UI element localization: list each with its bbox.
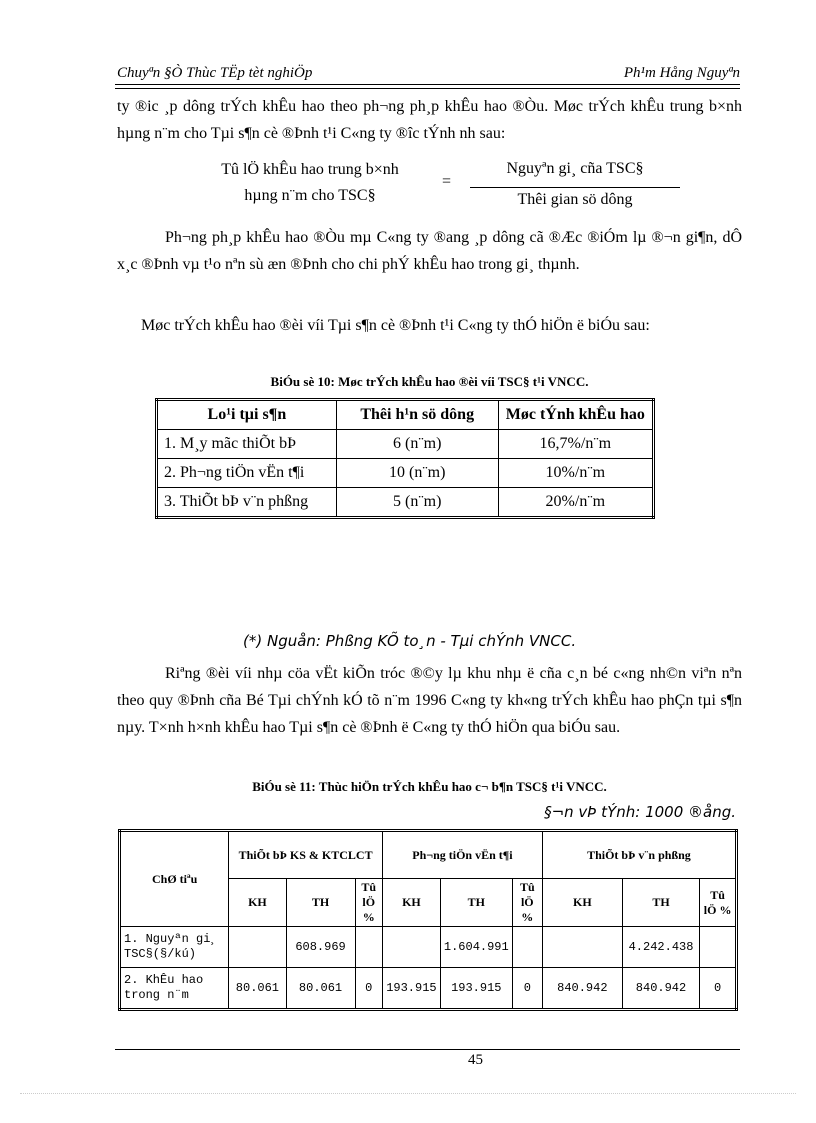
table2-header-chi-tieu: ChØ tiªu bbox=[120, 831, 229, 927]
table1-cell-asset: 1. M¸y mãc thiÕt bÞ bbox=[157, 430, 337, 459]
table2-cell: 840.942 bbox=[542, 968, 622, 1010]
paragraph-method-characteristics: Ph¬ng ph¸p khÊu hao ®Òu mµ C«ng ty ®ang ¸p dông cã ®Æc ®iÓm lµ ®¬n gi¶n, dÔ x¸c ®Þnh vµ t¹o nªn sù æn ®Þnh cho chi phÝ khÊu hao trong gi¸ thµnh. bbox=[117, 229, 742, 273]
table-row bbox=[157, 488, 654, 518]
table2-cell: 0 bbox=[512, 968, 542, 1010]
table2-group-office: ThiÕt bÞ v¨n phßng bbox=[542, 831, 736, 879]
table1-source-note: (*) Nguån: Phßng KÕ to¸n - Tµi chÝnh VNCC. bbox=[243, 632, 577, 650]
table2-group-vehicles: Ph¬ng tiÖn vËn t¶i bbox=[382, 831, 542, 879]
formula-equals: = bbox=[442, 173, 452, 190]
table2-row-label: 1. Nguyªn gi¸ TSC§(§/kú) bbox=[120, 927, 229, 968]
table2-subheader-th: TH bbox=[622, 879, 699, 927]
formula-numerator: Nguyªn gi¸ cña TSC§ bbox=[506, 160, 644, 177]
table2-cell bbox=[700, 927, 737, 968]
formula-denominator: Thêi gian sö dông bbox=[517, 191, 633, 208]
table-row bbox=[120, 927, 737, 968]
table2-cell: 4.242.438 bbox=[622, 927, 699, 968]
table1-header-rate: Møc tÝnh khÊu hao bbox=[498, 400, 653, 430]
table2-caption: BiÓu sè 11: Thùc hiÖn trÝch khÊu hao c¬ b¶n TSC§ t¹i VNCC. bbox=[252, 779, 607, 794]
table2-cell bbox=[229, 927, 286, 968]
table2-row-label: 2. KhÊu hao trong n¨m bbox=[120, 968, 229, 1010]
depreciation-execution-table bbox=[118, 829, 738, 1011]
table2-cell: 0 bbox=[355, 968, 382, 1010]
table1-header-asset-type: Lo¹i tµi s¶n bbox=[157, 400, 337, 430]
table-row bbox=[157, 430, 654, 459]
header-title-left: Chuyªn §Ò Thùc TËp tèt nghiÖp bbox=[117, 65, 313, 81]
table2-cell: 1.604.991 bbox=[440, 927, 512, 968]
table2-unit: §¬n vÞ tÝnh: 1000 ®ång. bbox=[544, 803, 736, 821]
table1-cell-life: 5 (n¨m) bbox=[336, 488, 498, 518]
table2-cell bbox=[355, 927, 382, 968]
table2-cell: 80.061 bbox=[229, 968, 286, 1010]
table1-cell-asset: 2. Ph¬ng tiÖn vËn t¶i bbox=[157, 459, 337, 488]
table1-cell-life: 10 (n¨m) bbox=[336, 459, 498, 488]
table2-group-header-row bbox=[120, 831, 737, 879]
table2-cell: 80.061 bbox=[286, 968, 355, 1010]
table1-caption: BiÓu sè 10: Møc trÝch khÊu hao ®èi víi TSC§ t¹i VNCC. bbox=[270, 374, 589, 389]
table-row bbox=[120, 968, 737, 1010]
paragraph-rate-intro: Møc trÝch khÊu hao ®èi víi Tµi s¶n cè ®Þnh t¹i C«ng ty thÓ hiÖn ë biÓu sau: bbox=[141, 317, 650, 334]
table2-cell bbox=[382, 927, 440, 968]
table2-subheader-kh: KH bbox=[382, 879, 440, 927]
table2-cell bbox=[542, 927, 622, 968]
table2-cell: 0 bbox=[700, 968, 737, 1010]
table2-group-equipment: ThiÕt bÞ KS & KTCLCT bbox=[229, 831, 383, 879]
table2-subheader-th: TH bbox=[286, 879, 355, 927]
table2-subheader-kh: KH bbox=[542, 879, 622, 927]
formula-fraction-line bbox=[470, 187, 680, 188]
table1-cell-rate: 20%/n¨m bbox=[498, 488, 653, 518]
table1-cell-rate: 10%/n¨m bbox=[498, 459, 653, 488]
table2-cell: 193.915 bbox=[382, 968, 440, 1010]
header-divider-bottom bbox=[115, 88, 740, 89]
table2-subheader-ratio: Tû lÖ % bbox=[512, 879, 542, 927]
table2-subheader-ratio: Tû lÖ % bbox=[700, 879, 737, 927]
page-number: 45 bbox=[468, 1052, 483, 1068]
table-row bbox=[157, 459, 654, 488]
formula-left-side bbox=[195, 157, 425, 209]
formula-left-line1: Tû lÖ khÊu hao trung b×nh bbox=[221, 161, 399, 178]
table1-cell-asset: 3. ThiÕt bÞ v¨n phßng bbox=[157, 488, 337, 518]
footer-divider bbox=[115, 1049, 740, 1050]
table2-cell: 193.915 bbox=[440, 968, 512, 1010]
table2-subheader-th: TH bbox=[440, 879, 512, 927]
paragraph-buildings-note: Riªng ®èi víi nhµ cöa vËt kiÕn tróc ®©y lµ khu nhµ ë cña c¸n bé c«ng nh©n viªn nªn theo quy ®Þnh cña Bé Tµi chÝnh kÓ tõ n¨m 1996 C«ng ty kh«ng trÝch khÊu hao phÇn tµi s¶n nµy. T×nh h×nh khÊu hao Tµi s¶n cè ®Þnh ë C«ng ty thÓ hiÖn qua biÓu sau. bbox=[117, 665, 742, 736]
table1-header-useful-life: Thêi h¹n sö dông bbox=[336, 400, 498, 430]
table1-cell-rate: 16,7%/n¨m bbox=[498, 430, 653, 459]
table1-header-row bbox=[157, 400, 654, 430]
header-author-right: Ph¹m Hång Nguyªn bbox=[623, 65, 740, 81]
header-divider-top bbox=[115, 84, 740, 85]
table2-cell bbox=[512, 927, 542, 968]
table2-subheader-ratio: Tû lÖ % bbox=[355, 879, 382, 927]
page-bottom-dotted-border bbox=[20, 1093, 796, 1094]
table2-cell: 840.942 bbox=[622, 968, 699, 1010]
paragraph-depreciation-method: ty ®ic ¸p dông trÝch khÊu hao theo ph¬ng ph¸p khÊu hao ®Òu. Møc trÝch khÊu trung b×nh hµng n¨m cho Tµi s¶n cè ®Þnh t¹i C«ng ty ®îc tÝnh nh sau: bbox=[117, 98, 742, 142]
depreciation-rate-table bbox=[155, 398, 655, 519]
table2-cell: 608.969 bbox=[286, 927, 355, 968]
table2-subheader-kh: KH bbox=[229, 879, 286, 927]
formula-left-line2: hµng n¨m cho TSC§ bbox=[244, 187, 376, 204]
table1-cell-life: 6 (n¨m) bbox=[336, 430, 498, 459]
